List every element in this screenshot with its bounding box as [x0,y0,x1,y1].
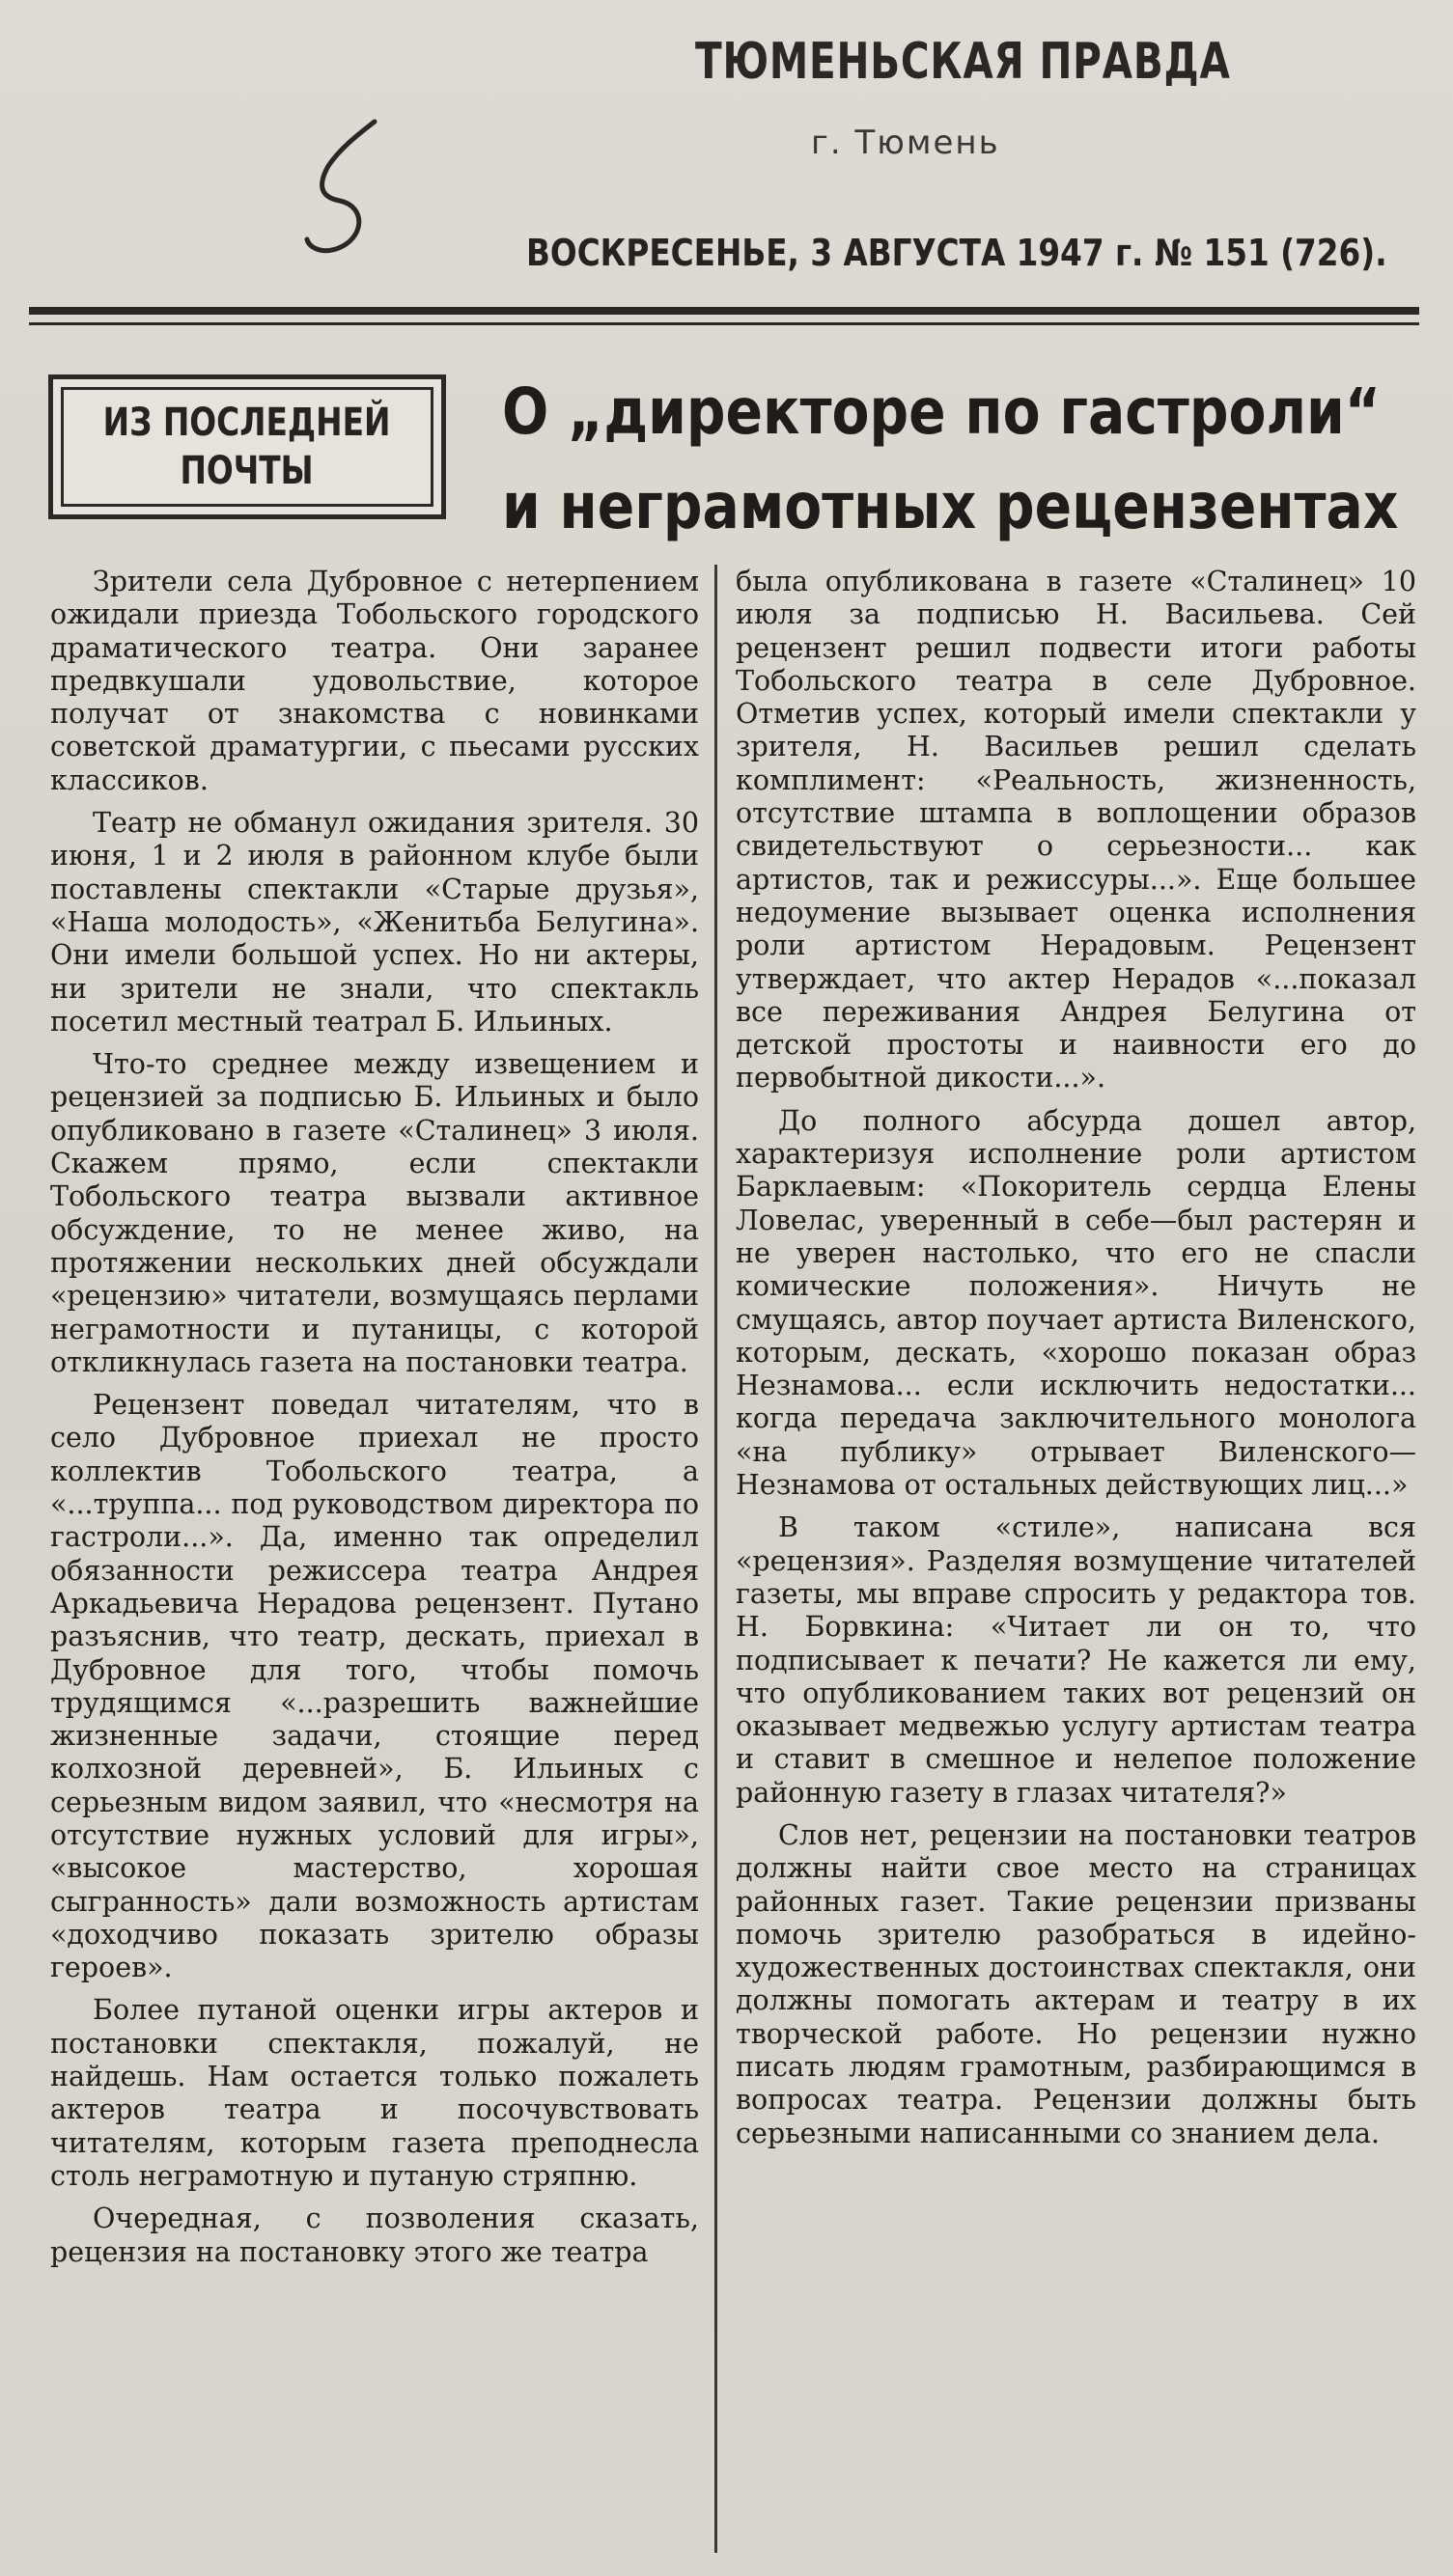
newspaper-title: ТЮМЕНЬСКАЯ ПРАВДА [695,33,1231,91]
paragraph: В таком «стиле», написана вся «рецензия». Разделяя возмущение читателей газеты, мы вправе спросить у редактора тов. Н. Борвкина: «Читает ли он то, что подписывает к печати? Не кажется ли ему, что опубликованием таких вот рецензий он оказывает медвежью услугу артистам театра и ставит в смешное и нелепое положение районную газету в глазах читателя?» [736,1511,1416,1809]
newspaper-city: г. Тюмень [811,124,1000,162]
masthead-rule-thick [29,307,1419,315]
paragraph: Рецензент поведал читателям, что в село Дубровное приехал не просто коллектив Тобольского театра, а «...труппа... под руководством директора по гастроли...». Да, именно так определил обязанности режиссера театра Андрея Аркадьевича Нерадова рецензент. Путано разъяснив, что театр, дескать, приехал в Дубровное для того, чтобы помочь трудящимся «...разрешить важнейшие жизненные задачи, стоящие перед колхозной деревней», Б. Ильиных с серьезным видом заявил, что «несмотря на отсутствие нужных условий для игры», «высокое мастерство, хорошая сыгранность» дали возможность артистам «доходчиво показать зрителю образы героев». [50,1389,699,1984]
column-divider [714,565,717,2553]
paragraph: Слов нет, рецензии на постановки театров должны найти свое место на страницах районных газет. Такие рецензии призваны помочь зрителю разобраться в идейно-художественных достоинствах спектакля, они должны помогать актерам и театру в их творческой работе. Но рецензии нужно писать людям грамотным, разбирающимся в вопросах театра. Рецензии должны быть серьезными написанными со знанием дела. [736,1818,1416,2149]
masthead-rule-thin [29,322,1419,325]
article-headline [502,365,1429,554]
paragraph: Очередная, с позволения сказать, рецензия на постановку этого же театра [50,2202,699,2268]
issue-date-line: ВОСКРЕСЕНЬЕ, 3 АВГУСТА 1947 г. № 151 (726). [526,232,1387,274]
article-left-column [50,566,699,2279]
paragraph-continued: была опубликована в газете «Сталинец» 10 июля за подписью Н. Васильева. Сей рецензент решил подвести итоги работы Тобольского театра в селе Дубровное. Отметив успех, который имели спектакли у зрителя, Н. Васильев решил сделать комплимент: «Реальность, жизненность, отсутствие штампа в воплощении образов свидетельствуют о серьезности... как артистов, так и режиссуры...». Еще большее недоумение вызывает оценка исполнения роли артистом Нерадовым. Рецензент утверждает, что актер Нерадов «...показал все переживания Андрея Белугина от детской простоты и наивности его до первобытной дикости...». [736,566,1416,1094]
headline-line-1: О „директоре по гастроли“ [502,374,1382,449]
masthead [0,0,1453,290]
paragraph: Театр не обманул ожидания зрителя. 30 июня, 1 и 2 июля в районном клубе были поставлены спектакли «Старые друзья», «Наша молодость», «Женитьба Белугина». Они имели большой успех. Но ни актеры, ни зрители не знали, что спектакль посетил местный театрал Б. Ильиных. [50,807,699,1038]
paragraph: Что-то среднее между извещением и рецензией за подписью Б. Ильиных и было опубликовано в газете «Сталинец» 3 июля. Скажем прямо, если спектакли Тобольского театра вызвали активное обсуждение, то не менее живо, на протяжении нескольких дней обсуждали «рецензию» читатели, возмущаясь перлами неграмотности и путаницы, с которой откликнулась газета на постановки театра. [50,1048,699,1378]
paragraph: Более путаной оценки игры актеров и постановки спектакля, пожалуй, не найдешь. Нам остается только пожалеть актеров театра и посочувствовать читателям, которым газета преподнесла столь неграмотную и путаную стряпню. [50,1994,699,2192]
paragraph: До полного абсурда дошел автор, характеризуя исполнение роли артистом Барклаевым: «Покоритель сердца Елены Ловелас, уверенный в себе—был растерян и не уверен настолько, что его не спасли комические положения». Ничуть не смущаясь, автор поучает артиста Виленского, которым, дескать, «хорошо показан образ Незнамова... если исключить недостатки... когда передача заключительного монолога «на публику» отрывает Виленского—Незнамова от остальных действующих лиц...» [736,1104,1416,1502]
rubric-label: ИЗ ПОСЛЕДНЕЙ ПОЧТЫ [103,401,391,493]
paragraph: Зрители села Дубровное с нетерпением ожидали приезда Тобольского городского драматического театра. Они заранее предвкушали удовольствие, которое получат от знакомства с новинками советской драматургии, с пьесами русских классиков. [50,566,699,796]
handwritten-page-mark-icon [290,116,396,261]
article-right-column [736,566,1416,2160]
rubric-box [48,374,446,519]
headline-line-2: и неграмотных рецензентах [502,469,1399,543]
